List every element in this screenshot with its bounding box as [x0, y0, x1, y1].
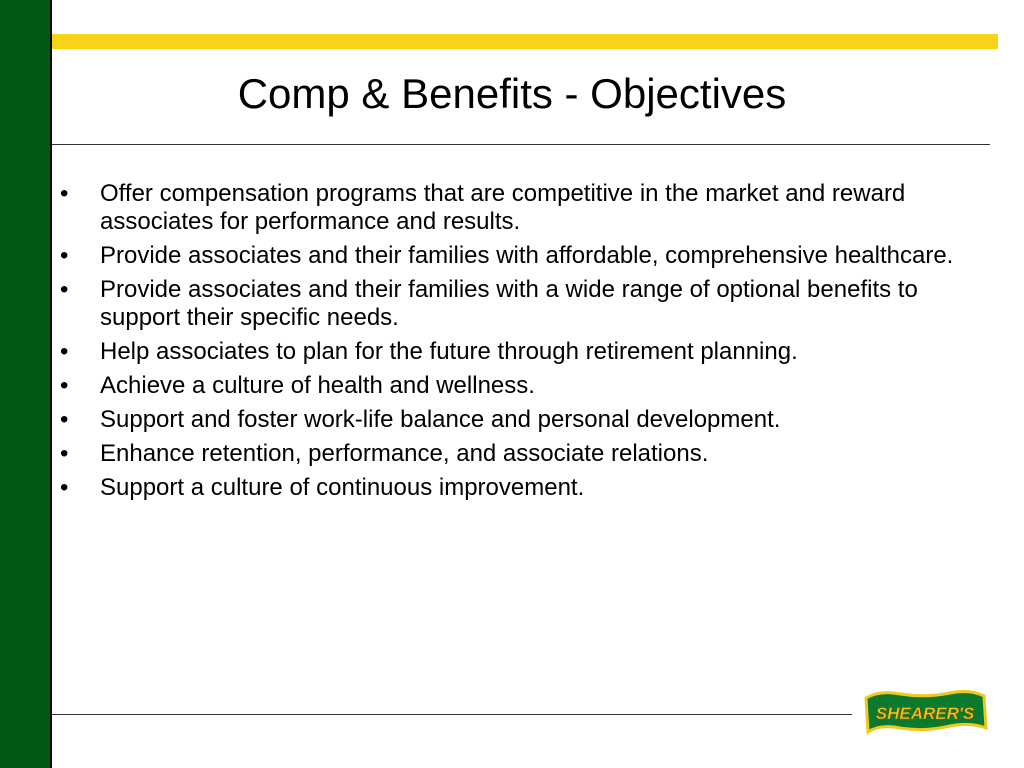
bullet-list: [60, 180, 980, 508]
bullet-icon: •: [60, 180, 69, 207]
bullet-icon: •: [60, 440, 69, 467]
bullet-icon: •: [60, 276, 69, 303]
bullet-icon: •: [60, 242, 69, 269]
bullet-item: [60, 276, 980, 332]
logo-text: SHEARER'S: [875, 704, 975, 723]
bullet-text: Support a culture of continuous improvement.: [100, 474, 585, 501]
bullet-text: Support and foster work-life balance and personal development.: [100, 406, 781, 433]
bullet-text: Provide associates and their families with a wide range of optional benefits to support their specific needs.: [100, 276, 918, 331]
bullet-text: Provide associates and their families with affordable, comprehensive healthcare.: [100, 242, 954, 269]
bullet-icon: •: [60, 372, 69, 399]
shearers-logo: [860, 684, 990, 742]
bullet-item: [60, 180, 980, 236]
bullet-item: [60, 406, 980, 434]
left-green-bar: [0, 0, 50, 768]
bullet-text: Offer compensation programs that are competitive in the market and reward associates for performance and results.: [100, 180, 906, 235]
footer-divider: [52, 714, 852, 715]
bullet-item: [60, 242, 980, 270]
top-yellow-bar: [52, 34, 998, 49]
bullet-item: [60, 440, 980, 468]
title-divider: [52, 144, 990, 145]
bullet-text: Achieve a culture of health and wellness.: [100, 372, 535, 399]
bullet-icon: •: [60, 406, 69, 433]
bullet-icon: •: [60, 338, 69, 365]
bullet-icon: •: [60, 474, 69, 501]
bullet-item: [60, 372, 980, 400]
bullet-text: Help associates to plan for the future through retirement planning.: [100, 338, 798, 365]
slide-title: Comp & Benefits - Objectives: [237, 70, 787, 117]
bullet-item: [60, 338, 980, 366]
bullet-text: Enhance retention, performance, and associate relations.: [100, 440, 709, 467]
bullet-item: [60, 474, 980, 502]
